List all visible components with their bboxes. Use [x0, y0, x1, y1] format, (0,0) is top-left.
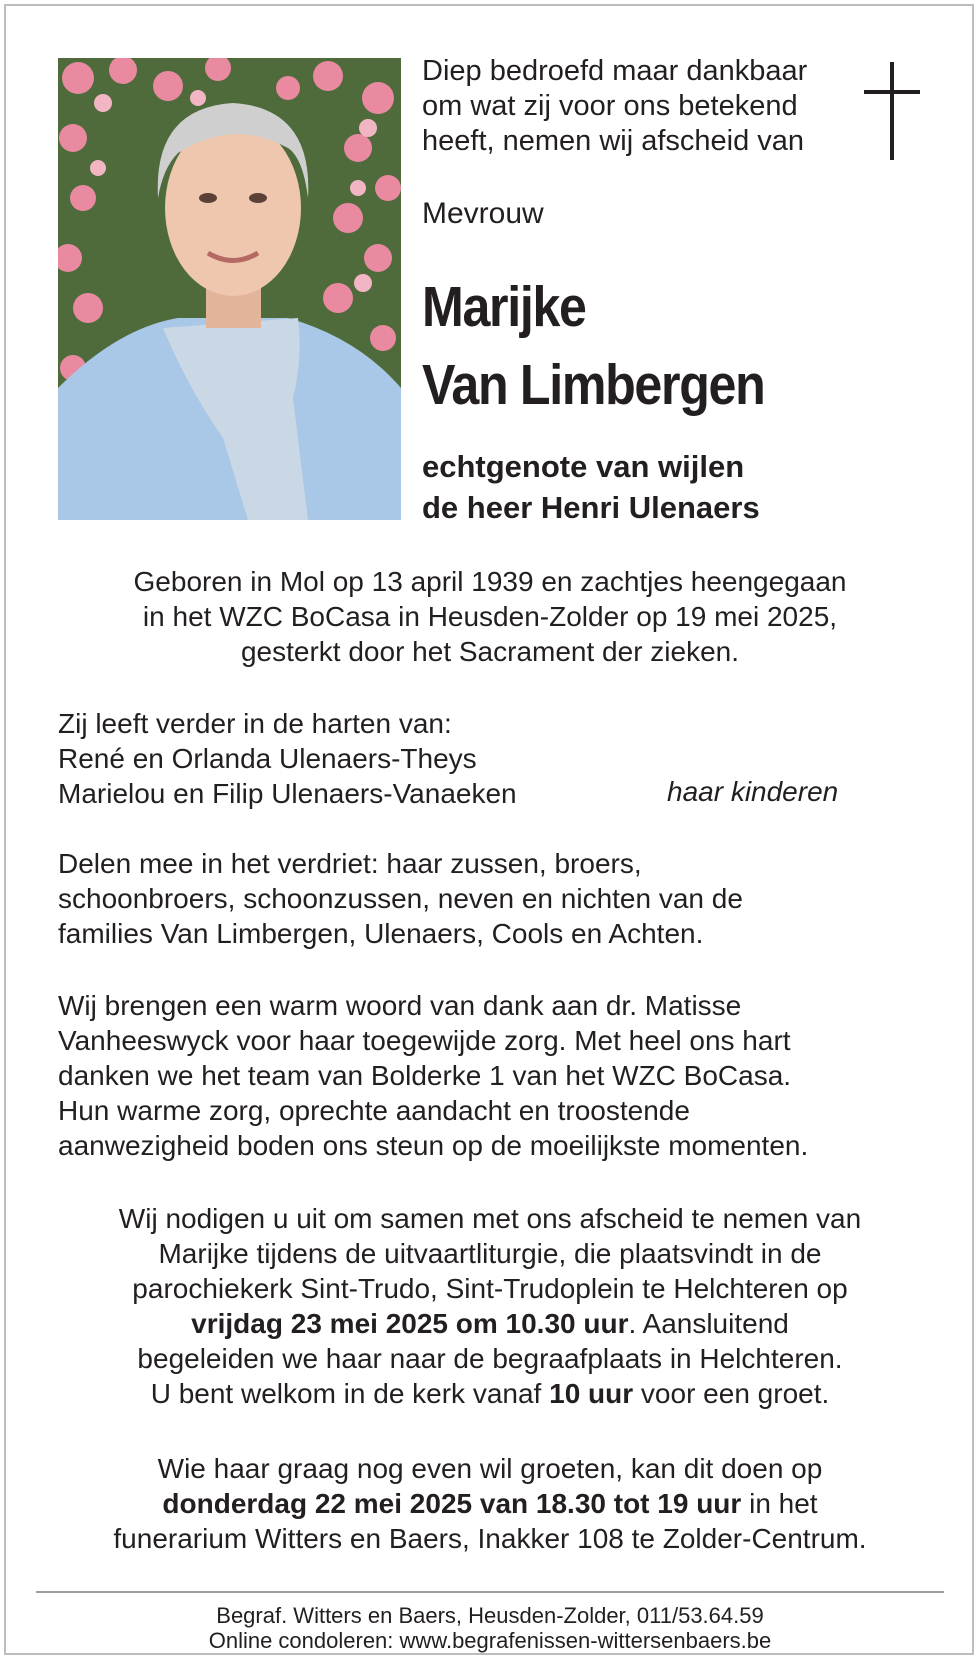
- children-role: haar kinderen: [667, 776, 839, 807]
- family-line: Delen mee in het verdriet: haar zussen, broers,: [58, 848, 642, 879]
- spouse-line: echtgenote van wijlen: [422, 449, 745, 484]
- intro-line: heeft, nemen wij afscheid van: [422, 125, 805, 157]
- child-line: René en Orlanda Ulenaers-Theys: [58, 743, 477, 774]
- thanks-paragraph: [58, 988, 938, 1163]
- condolence-link[interactable]: Online condoleren: www.begrafenissen-wittersenbaers.be: [208, 1628, 772, 1653]
- intro-line: om wat zij voor ons betekend: [422, 90, 798, 122]
- welcome-head: U bent welkom in de kerk vanaf: [150, 1378, 550, 1409]
- birth-line: Geboren in Mol op 13 april 1939 en zachtjes heengegaan: [133, 566, 847, 597]
- thanks-line: aanwezigheid boden ons steun op de moeilijkste momenten.: [58, 1130, 809, 1161]
- deceased-name: [422, 268, 764, 424]
- cross-icon: [864, 62, 920, 165]
- portrait-photo: [58, 58, 401, 520]
- funeral-line: Marijke tijdens de uitvaartliturgie, die plaatsvindt in de: [158, 1238, 822, 1269]
- spouse-text: [422, 446, 760, 528]
- footer: [40, 1603, 940, 1653]
- funeral-line: Wij nodigen u uit om samen met ons afscheid te nemen van: [118, 1203, 862, 1234]
- visitation-paragraph: [40, 1451, 940, 1556]
- visitation-date-line: [40, 1486, 940, 1521]
- funeral-home-contact: Begraf. Witters en Baers, Heusden-Zolder, 011/53.64.59: [216, 1603, 764, 1628]
- visitation-date: donderdag 22 mei 2025 van 18.30 tot 19 uur: [162, 1488, 742, 1519]
- family-paragraph: [58, 846, 938, 951]
- thanks-line: Vanheeswyck voor haar toegewijde zorg. Met heel ons hart: [58, 1025, 791, 1056]
- visitation-tail: in het: [741, 1488, 818, 1519]
- spouse-line: de heer Henri Ulenaers: [422, 490, 760, 525]
- funeral-line: parochiekerk Sint-Trudo, Sint-Trudoplein te Helchteren op: [132, 1273, 848, 1304]
- family-line: schoonbroers, schoonzussen, neven en nichten van de: [58, 883, 743, 914]
- thanks-line: Hun warme zorg, oprechte aandacht en troostende: [58, 1095, 690, 1126]
- funeral-line: begeleiden we haar naar de begraafplaats in Helchteren.: [137, 1343, 843, 1374]
- funeral-date-line: [40, 1306, 940, 1341]
- child-line: Marielou en Filip Ulenaers-Vanaeken: [58, 778, 517, 809]
- welcome-line: [40, 1376, 940, 1411]
- thanks-line: Wij brengen een warm woord van dank aan dr. Matisse: [58, 990, 742, 1021]
- family-line: families Van Limbergen, Ulenaers, Cools en Achten.: [58, 918, 704, 949]
- thanks-line: danken we het team van Bolderke 1 van het WZC BoCasa.: [58, 1060, 792, 1091]
- welcome-time: 10 uur: [549, 1378, 634, 1409]
- birth-line: in het WZC BoCasa in Heusden-Zolder op 19 mei 2025,: [142, 601, 838, 632]
- birth-line: gesterkt door het Sacrament der zieken.: [240, 636, 740, 667]
- visitation-line: funerarium Witters en Baers, Inakker 108 te Zolder-Centrum.: [113, 1523, 867, 1554]
- visitation-line: Wie haar graag nog even wil groeten, kan dit doen op: [157, 1453, 823, 1484]
- survivors-intro: Zij leeft verder in de harten van:: [58, 708, 452, 739]
- footer-divider: [36, 1591, 944, 1593]
- birth-paragraph: [40, 564, 940, 669]
- intro-text: [422, 54, 842, 159]
- welcome-tail: voor een groet.: [633, 1378, 830, 1409]
- funeral-line-tail: . Aansluitend: [628, 1308, 789, 1339]
- salutation: Mevrouw: [422, 197, 544, 230]
- last-name: Van Limbergen: [422, 353, 765, 417]
- funeral-paragraph: [40, 1201, 940, 1411]
- intro-line: Diep bedroefd maar dankbaar: [422, 55, 808, 87]
- funeral-date: vrijdag 23 mei 2025 om 10.30 uur: [191, 1308, 629, 1339]
- first-name: Marijke: [422, 275, 586, 339]
